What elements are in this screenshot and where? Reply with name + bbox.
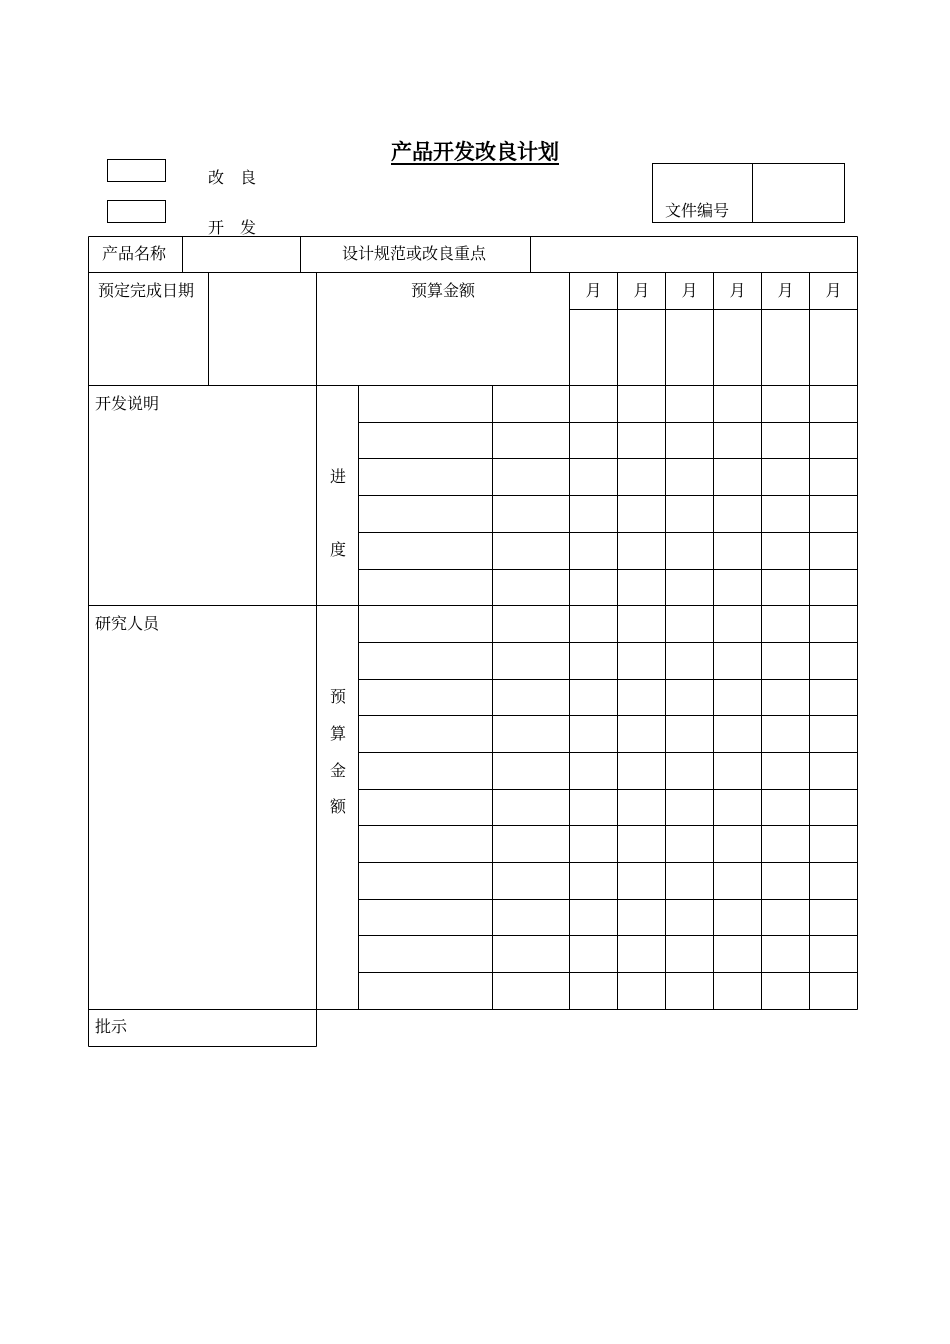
- researchers-field[interactable]: [89, 634, 316, 1009]
- improve-label: 改 良: [208, 168, 257, 187]
- month-header-3: 月: [681, 281, 698, 300]
- budget-char-4: 额: [330, 797, 347, 816]
- dev-description-label: 开发说明: [95, 394, 160, 413]
- file-number-label: 文件编号: [665, 201, 730, 220]
- budget-label: 预算金额: [411, 281, 476, 300]
- progress-char-2: 度: [330, 540, 347, 559]
- develop-label: 开 发: [208, 218, 257, 237]
- approval-label: 批示: [95, 1017, 128, 1036]
- researchers-label: 研究人员: [95, 614, 160, 633]
- product-name-field[interactable]: [183, 237, 300, 272]
- design-spec-field[interactable]: [531, 237, 857, 272]
- month-header-1: 月: [585, 281, 602, 300]
- budget-char-2: 算: [330, 724, 347, 743]
- design-spec-label: 设计规范或改良重点: [342, 244, 487, 263]
- product-name-label: 产品名称: [102, 244, 167, 263]
- budget-char-1: 预: [330, 687, 347, 706]
- page-title: 产品开发改良计划: [391, 139, 559, 164]
- month-header-2: 月: [633, 281, 650, 300]
- progress-char-1: 进: [330, 467, 347, 486]
- month-header-5: 月: [777, 281, 794, 300]
- month-header-6: 月: [825, 281, 842, 300]
- approval-field[interactable]: [160, 1011, 316, 1046]
- due-date-label: 预定完成日期: [98, 281, 195, 300]
- budget-char-3: 金: [330, 761, 347, 780]
- due-date-field[interactable]: [209, 274, 316, 385]
- month-header-4: 月: [729, 281, 746, 300]
- dev-description-field[interactable]: [89, 414, 316, 605]
